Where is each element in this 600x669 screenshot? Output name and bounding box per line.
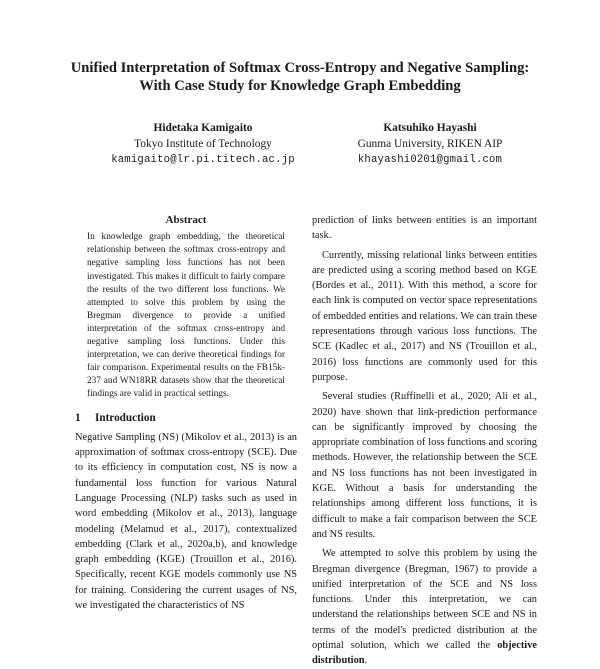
- abstract-text: In knowledge graph embedding, the theoretical relationship between the softmax cross-entropy and negative sampling loss functions has not been investigated. This makes it difficult to fairly compare the results of the two different loss functions. We attempted to solve this problem by using the Bregman divergence to provide a unified interpretation of the softmax cross-entropy and negative sampling loss functions. Under this interpretation, we can derive theoretical findings for fair comparison. Experimental results on the FB15k-237 and WN18RR datasets show that the theoretical findings are valid in practical settings.: [87, 232, 285, 400]
- author-name: Katsuhiko Hayashi: [383, 122, 477, 134]
- author-block-2: [300, 120, 560, 168]
- author-affiliation: Gunma University, RIKEN AIP: [357, 138, 503, 150]
- paragraph-end: .: [364, 655, 368, 667]
- intro-paragraph-1: Negative Sampling (NS) (Mikolov et al., 2013) is an approximation of softmax cross-entropy (SCE). Due to its efficiency in computation cost, NS is now a fundamental loss function for various Natural Language Processing (NLP) tasks such as used in word embedding (Mikolov et al., 2013), language modeling (Melamud et al., 2017), contextualized embedding (Clark et al., 2020a,b), and knowledge graph embedding (KGE) (Trouillon et al., 2016). Specifically, recent KGE models commonly use NS for training. Considering the current usages of NS, we investigated the characteristics of NS: [75, 431, 297, 612]
- title-line-2: With Case Study for Knowledge Graph Embedding: [139, 78, 461, 94]
- bold-term: objective distribution: [312, 640, 537, 667]
- author-affiliation: Tokyo Institute of Technology: [134, 138, 272, 150]
- right-paragraph-continued: prediction of links between entities is an important task.: [312, 215, 537, 242]
- right-paragraph-1: Currently, missing relational links between entities are predicted using a scoring method based on KGE (Bordes et al., 2011). With this method, a score for each link is computed on vector space representations of embedded entities and relations. We can train these representations through various loss functions. The SCE (Kadlec et al., 2017) and NS (Trouillon et al., 2016) loss functions are commonly used for this purpose.: [312, 249, 537, 383]
- right-paragraph-2: Several studies (Ruffinelli et al., 2020; Ali et al., 2020) have shown that link-prediction performance can be significantly improved by choosing the appropriate combination of loss functions and scoring methods. However, the relationship between the SCE and NS loss functions has not been investigated in KGE. Without a basis for understanding the relationships among different loss functions, it is difficult to make a fair comparison between the SCE and NS results.: [312, 391, 537, 540]
- abstract-heading: Abstract: [165, 214, 207, 226]
- section-number: 1: [75, 411, 81, 424]
- title-line-1: Unified Interpretation of Softmax Cross-Entropy and Negative Sampling:: [70, 60, 530, 76]
- right-column: [312, 213, 537, 669]
- paper-title: [40, 59, 560, 95]
- author-name: Hidetaka Kamigaito: [153, 122, 253, 134]
- author-email: kamigaito@lr.pi.titech.ac.jp: [111, 154, 295, 166]
- paragraph-text: We attempted to solve this problem by using the Bregman divergence (Bregman, 1967) to provide a unified interpretation of the SCE and NS loss functions. Under this interpretation, we can understand the relationships between SCE and NS in terms of the model's predicted distribution at the optimal solution, which we called the: [312, 548, 537, 652]
- right-paragraph-3: [312, 546, 537, 668]
- author-email: khayashi0201@gmail.com: [357, 154, 503, 166]
- section-heading-introduction: [75, 411, 297, 426]
- left-column: [75, 213, 297, 613]
- section-title: Introduction: [95, 411, 156, 424]
